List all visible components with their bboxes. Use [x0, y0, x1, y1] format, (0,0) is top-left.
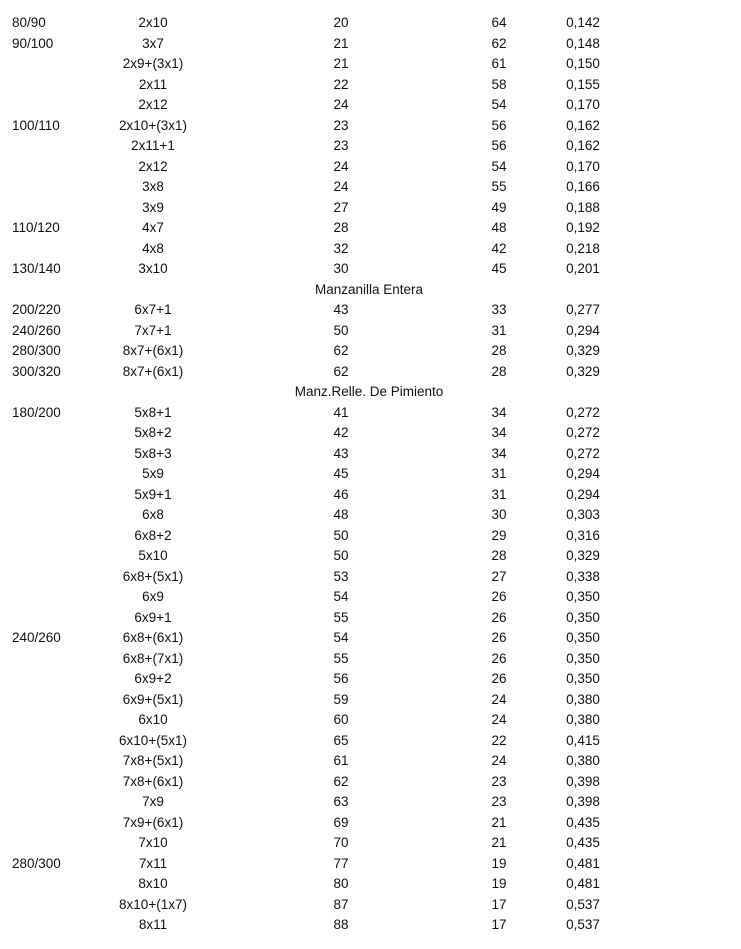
table-row	[0, 54, 741, 75]
weight-cell: 0,350	[566, 671, 600, 686]
table-row	[0, 649, 741, 670]
weight-cell: 0,380	[566, 691, 600, 707]
size-cell: 8x11	[138, 917, 168, 932]
units-cell: 64	[491, 15, 507, 30]
weight-cell: 0,350	[566, 609, 600, 625]
size-cell: 7x8+(5x1)	[122, 753, 184, 768]
size-cell: 5x9+1	[134, 486, 172, 502]
size-cell: 3x9	[142, 199, 164, 215]
table-row	[0, 731, 741, 752]
table-row	[0, 546, 741, 567]
size-cell: 6x10	[138, 712, 168, 727]
table-row	[0, 915, 741, 936]
units-cell: 23	[491, 773, 507, 789]
count-cell: 77	[333, 855, 349, 871]
weight-cell: 0,294	[566, 322, 600, 338]
size-cell: 2x9+(3x1)	[122, 56, 184, 71]
size-cell: 2x10+(3x1)	[119, 117, 187, 133]
size-cell: 7x9	[142, 794, 164, 809]
count-cell: 30	[333, 261, 349, 276]
size-cell: 5x8+3	[134, 445, 172, 461]
units-cell: 21	[491, 814, 507, 830]
size-cell: 6x7+1	[134, 302, 172, 317]
count-cell: 80	[333, 876, 349, 891]
count-cell: 24	[333, 97, 349, 112]
count-cell: 54	[333, 630, 349, 645]
table-row	[0, 772, 741, 793]
count-cell: 45	[333, 466, 349, 481]
table-row	[0, 710, 741, 731]
table-row	[0, 321, 741, 342]
range-cell: 200/220	[12, 302, 61, 317]
weight-cell: 0,272	[566, 445, 600, 461]
range-cell: 110/120	[12, 220, 60, 235]
section-title: Manzanilla Entera	[314, 281, 424, 297]
weight-cell: 0,537	[566, 896, 600, 912]
weight-cell: 0,148	[566, 35, 600, 51]
weight-cell: 0,170	[566, 158, 600, 174]
weight-cell: 0,537	[566, 917, 600, 932]
weight-cell: 0,155	[566, 76, 600, 92]
weight-cell: 0,350	[566, 650, 600, 666]
weight-cell: 0,142	[566, 15, 600, 30]
table-row	[0, 300, 741, 321]
range-cell: 280/300	[12, 855, 61, 871]
units-cell: 49	[491, 199, 507, 215]
size-cell: 2x11+1	[131, 138, 175, 153]
size-cell: 6x10+(5x1)	[119, 732, 187, 748]
range-cell: 90/100	[12, 35, 54, 51]
count-cell: 23	[333, 138, 349, 153]
range-cell: 300/320	[12, 363, 61, 379]
units-cell: 26	[491, 630, 507, 645]
size-cell: 6x8+(7x1)	[122, 650, 184, 666]
units-cell: 55	[491, 179, 507, 194]
size-cell: 8x7+(6x1)	[122, 363, 184, 379]
units-cell: 58	[491, 76, 507, 92]
units-cell: 19	[491, 855, 507, 871]
weight-cell: 0,294	[566, 486, 600, 502]
count-cell: 24	[333, 179, 349, 194]
count-cell: 87	[333, 896, 349, 912]
weight-cell: 0,192	[566, 220, 600, 235]
count-cell: 21	[333, 56, 349, 71]
units-cell: 21	[491, 835, 507, 850]
units-cell: 24	[491, 691, 507, 707]
size-cell: 7x8+(6x1)	[122, 773, 184, 789]
table-row	[0, 792, 741, 813]
size-cell: 4x8	[142, 240, 164, 256]
count-cell: 55	[333, 609, 349, 625]
table-row	[0, 751, 741, 772]
range-cell: 180/200	[12, 404, 61, 420]
size-cell: 5x8+2	[134, 425, 172, 440]
weight-cell: 0,398	[566, 794, 600, 809]
weight-cell: 0,435	[566, 835, 600, 850]
size-cell: 6x9+1	[134, 609, 172, 625]
weight-cell: 0,338	[566, 568, 600, 584]
count-cell: 27	[333, 199, 349, 215]
weight-cell: 0,162	[566, 138, 600, 153]
weight-cell: 0,170	[566, 97, 600, 112]
units-cell: 29	[491, 527, 507, 543]
units-cell: 34	[491, 445, 507, 461]
weight-cell: 0,294	[566, 466, 600, 481]
units-cell: 31	[491, 486, 507, 502]
size-cell: 3x7	[142, 35, 164, 51]
table-row	[0, 813, 741, 834]
units-cell: 56	[491, 117, 507, 133]
count-cell: 60	[333, 712, 349, 727]
size-cell: 7x10	[138, 835, 168, 850]
size-cell: 7x11	[138, 855, 168, 871]
count-cell: 56	[333, 671, 349, 686]
table-row	[0, 567, 741, 588]
table-row	[0, 198, 741, 219]
count-cell: 61	[333, 753, 349, 768]
units-cell: 26	[491, 609, 507, 625]
size-cell: 4x7	[142, 220, 164, 235]
table-row	[0, 874, 741, 895]
count-cell: 53	[333, 568, 349, 584]
units-cell: 54	[491, 158, 507, 174]
weight-cell: 0,380	[566, 712, 600, 727]
units-cell: 30	[491, 507, 507, 522]
size-cell: 2x11	[138, 76, 168, 92]
weight-cell: 0,303	[566, 507, 600, 522]
units-cell: 56	[491, 138, 507, 153]
weight-cell: 0,201	[566, 261, 600, 276]
size-cell: 2x10	[138, 15, 168, 30]
units-cell: 17	[491, 896, 507, 912]
weight-cell: 0,188	[566, 199, 600, 215]
size-cell: 3x8	[142, 179, 164, 194]
size-cell: 2x12	[138, 97, 168, 112]
range-cell: 80/90	[12, 15, 46, 30]
count-cell: 55	[333, 650, 349, 666]
table-row	[0, 136, 741, 157]
table-row	[0, 95, 741, 116]
weight-cell: 0,329	[566, 363, 600, 379]
table-row	[0, 587, 741, 608]
size-cell: 8x10+(1x7)	[119, 896, 187, 912]
table-row	[0, 116, 741, 137]
weight-cell: 0,329	[566, 548, 600, 563]
weight-cell: 0,277	[566, 302, 600, 317]
range-cell: 280/300	[12, 343, 61, 358]
range-cell: 100/110	[12, 117, 60, 133]
count-cell: 42	[333, 425, 349, 440]
weight-cell: 0,272	[566, 425, 600, 440]
units-cell: 28	[491, 363, 507, 379]
weight-cell: 0,272	[566, 404, 600, 420]
size-cell: 6x9	[142, 589, 164, 604]
table-row	[0, 13, 741, 34]
table-row	[0, 444, 741, 465]
count-cell: 46	[333, 486, 349, 502]
weight-cell: 0,162	[566, 117, 600, 133]
range-cell: 240/260	[12, 630, 61, 645]
size-cell: 7x7+1	[134, 322, 172, 338]
count-cell: 21	[333, 35, 349, 51]
units-cell: 26	[491, 650, 507, 666]
units-cell: 34	[491, 404, 507, 420]
table-row	[0, 403, 741, 424]
count-cell: 88	[333, 917, 349, 932]
units-cell: 61	[491, 56, 507, 71]
count-cell: 70	[333, 835, 349, 850]
weight-cell: 0,481	[566, 876, 600, 891]
table-row	[0, 833, 741, 854]
data-table	[0, 13, 741, 936]
section-header-row	[0, 382, 741, 403]
weight-cell: 0,380	[566, 753, 600, 768]
count-cell: 28	[333, 220, 349, 235]
range-cell: 240/260	[12, 322, 61, 338]
size-cell: 5x9	[142, 466, 164, 481]
units-cell: 42	[491, 240, 507, 256]
count-cell: 54	[333, 589, 349, 604]
size-cell: 6x9+2	[134, 671, 172, 686]
count-cell: 69	[333, 814, 349, 830]
units-cell: 26	[491, 671, 507, 686]
range-cell: 130/140	[12, 261, 61, 276]
units-cell: 34	[491, 425, 507, 440]
units-cell: 48	[491, 220, 507, 235]
size-cell: 6x8+(6x1)	[122, 630, 184, 645]
table-row	[0, 895, 741, 916]
table-row	[0, 239, 741, 260]
weight-cell: 0,316	[566, 527, 600, 543]
table-row	[0, 485, 741, 506]
size-cell: 6x8+2	[134, 527, 172, 543]
count-cell: 62	[333, 363, 349, 379]
section-title: Manz.Relle. De Pimiento	[294, 384, 444, 399]
size-cell: 7x9+(6x1)	[122, 814, 184, 830]
table-row	[0, 34, 741, 55]
table-row	[0, 362, 741, 383]
weight-cell: 0,398	[566, 773, 600, 789]
units-cell: 28	[491, 343, 507, 358]
count-cell: 22	[333, 76, 349, 92]
size-cell: 6x8	[142, 507, 164, 522]
count-cell: 62	[333, 343, 349, 358]
units-cell: 31	[491, 466, 507, 481]
size-cell: 5x10	[138, 548, 168, 563]
table-row	[0, 157, 741, 178]
count-cell: 63	[333, 794, 349, 809]
count-cell: 48	[333, 507, 349, 522]
count-cell: 50	[333, 322, 349, 338]
weight-cell: 0,435	[566, 814, 600, 830]
weight-cell: 0,481	[566, 855, 600, 871]
count-cell: 62	[333, 773, 349, 789]
units-cell: 22	[491, 732, 507, 748]
units-cell: 33	[491, 302, 507, 317]
count-cell: 32	[333, 240, 349, 256]
weight-cell: 0,350	[566, 630, 600, 645]
count-cell: 43	[333, 302, 349, 317]
table-row	[0, 75, 741, 96]
count-cell: 43	[333, 445, 349, 461]
size-cell: 6x8+(5x1)	[122, 568, 184, 584]
table-row	[0, 526, 741, 547]
size-cell: 5x8+1	[134, 404, 172, 420]
units-cell: 62	[491, 35, 507, 51]
units-cell: 19	[491, 876, 507, 891]
table-row	[0, 505, 741, 526]
units-cell: 31	[491, 322, 507, 338]
units-cell: 26	[491, 589, 507, 604]
table-row	[0, 423, 741, 444]
count-cell: 65	[333, 732, 349, 748]
table-row	[0, 259, 741, 280]
size-cell: 2x12	[138, 158, 168, 174]
count-cell: 23	[333, 117, 349, 133]
count-cell: 24	[333, 158, 349, 174]
weight-cell: 0,218	[566, 240, 600, 256]
size-cell: 6x9+(5x1)	[122, 691, 184, 707]
size-cell: 3x10	[138, 261, 168, 276]
table-row	[0, 341, 741, 362]
units-cell: 23	[491, 794, 507, 809]
units-cell: 45	[491, 261, 507, 276]
count-cell: 50	[333, 527, 349, 543]
units-cell: 24	[491, 753, 507, 768]
section-header-row	[0, 280, 741, 301]
table-row	[0, 218, 741, 239]
table-row	[0, 464, 741, 485]
weight-cell: 0,415	[566, 732, 600, 748]
units-cell: 28	[491, 548, 507, 563]
table-row	[0, 177, 741, 198]
size-cell: 8x10	[138, 876, 168, 891]
table-row	[0, 669, 741, 690]
units-cell: 24	[491, 712, 507, 727]
units-cell: 27	[491, 568, 507, 584]
units-cell: 17	[491, 917, 507, 932]
count-cell: 59	[333, 691, 349, 707]
count-cell: 50	[333, 548, 349, 563]
count-cell: 41	[333, 404, 349, 420]
weight-cell: 0,350	[566, 589, 600, 604]
count-cell: 20	[333, 15, 349, 30]
table-row	[0, 854, 741, 875]
weight-cell: 0,329	[566, 343, 600, 358]
table-row	[0, 608, 741, 629]
weight-cell: 0,166	[566, 179, 600, 194]
weight-cell: 0,150	[566, 56, 600, 71]
units-cell: 54	[491, 97, 507, 112]
size-cell: 8x7+(6x1)	[122, 343, 184, 358]
table-row	[0, 628, 741, 649]
table-row	[0, 690, 741, 711]
